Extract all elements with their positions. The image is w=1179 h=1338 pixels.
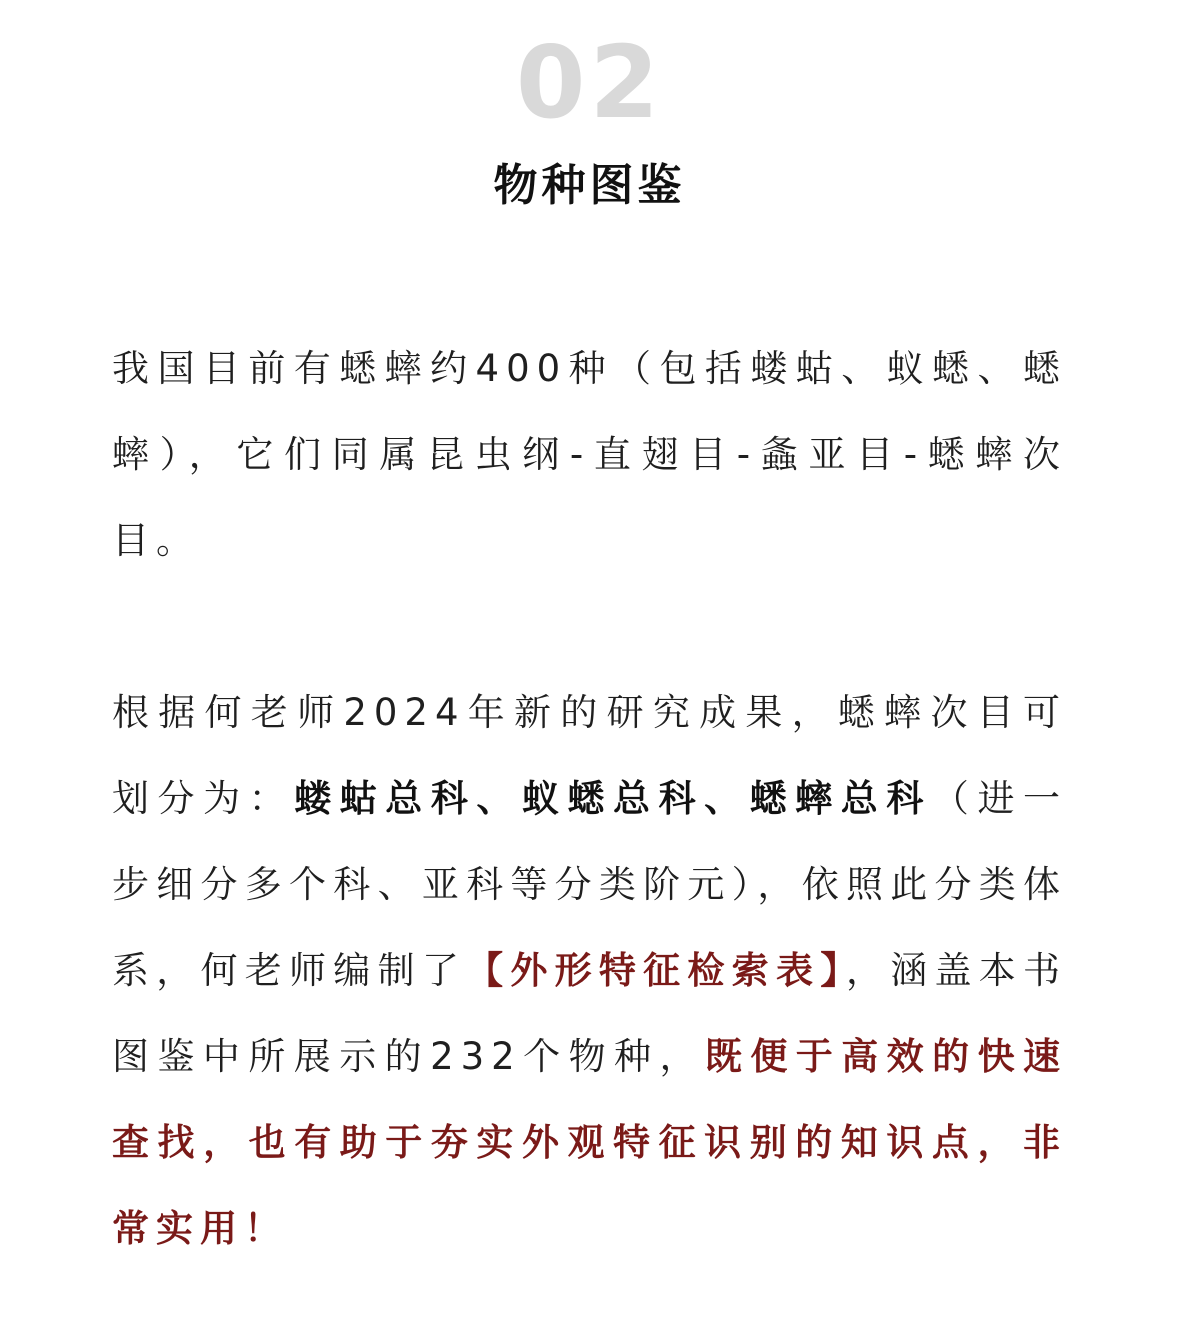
benefit-highlight: 既便于高效的快速查找，也有助于夯实外观特征识别的知识点，非常实用！ (112, 1035, 1068, 1250)
superfamily-list: 蝼蛄总科、蚁蟋总科、蟋蟀总科 (294, 777, 932, 820)
classification-lead: 根据何老师2024年新的研究成果，蟋蟀次目可划分为： (112, 691, 1067, 820)
key-table-title: 【外形特征检索表】 (466, 949, 846, 992)
intro-text: 我国目前有蟋蟀约400种（包括蝼蛄、蚁蟋、蟋蟀），它们同属昆虫纲-直翅目-螽亚目-蟋蟀次目。 (112, 347, 1067, 562)
classification-note: （进一步细分多个科、亚科等分类阶元），依照此分类体系，何老师编制了 (112, 777, 1068, 992)
classification-text (112, 670, 1067, 1272)
paragraph-intro (112, 326, 1067, 584)
paragraph-classification (112, 670, 1067, 1272)
coverage-text: ，涵盖本书图鉴中所展示的232个物种， (112, 949, 1068, 1078)
section-title: 物种图鉴 (493, 160, 686, 211)
section-number: 02 (515, 24, 664, 141)
